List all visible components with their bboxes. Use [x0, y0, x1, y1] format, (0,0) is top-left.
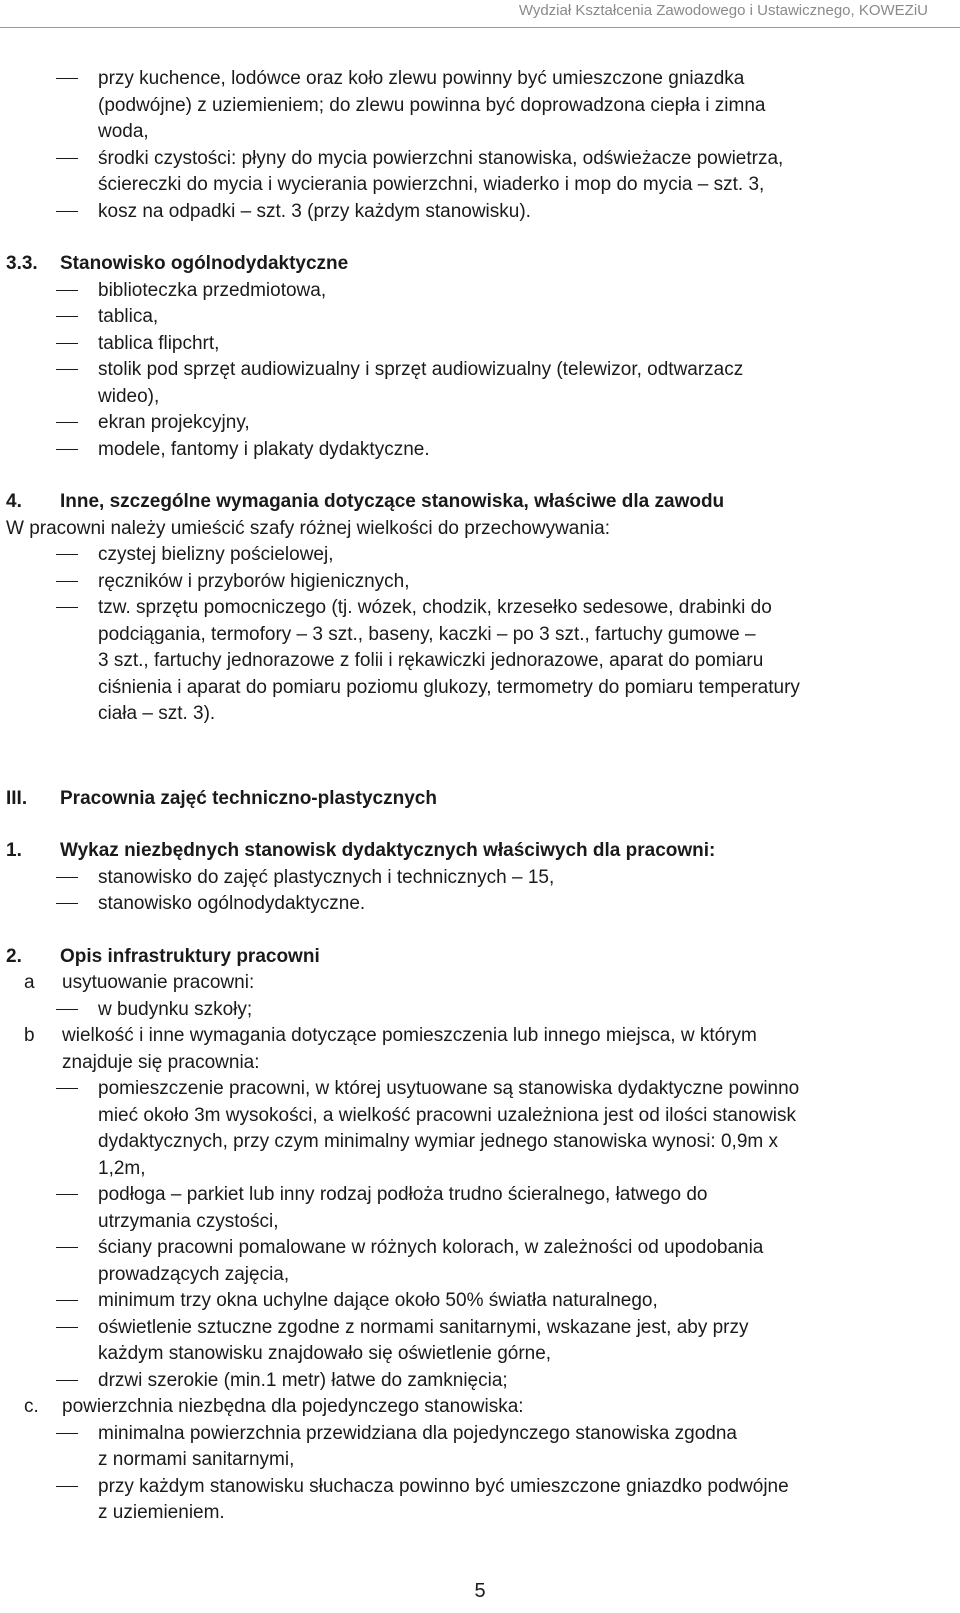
dash-bullet — [56, 422, 78, 423]
heading-number: 2. — [6, 945, 22, 967]
list-item-line: z normami sanitarnymi, — [98, 1449, 295, 1470]
dash-bullet — [56, 877, 78, 878]
list-item — [0, 1288, 960, 1315]
list-item-line: tablica, — [98, 306, 159, 327]
list-item — [0, 199, 960, 226]
subsection-b — [0, 1023, 960, 1394]
list-item-line: ekran projekcyjny, — [98, 412, 250, 433]
list-item-line: każdym stanowisku znajdowało się oświetlenie górne, — [98, 1343, 552, 1364]
list-item-line: minimalna powierzchnia przewidziana dla pojedynczego stanowiska zgodna — [98, 1422, 737, 1444]
list-item-line: z uziemieniem. — [98, 1502, 225, 1523]
list-item — [0, 1315, 960, 1368]
list-item-line: minimum trzy okna uchylne dające około 50% światła naturalnego, — [98, 1290, 658, 1311]
list-item — [0, 410, 960, 437]
dash-bullet — [56, 1486, 78, 1487]
heading-III — [0, 786, 960, 813]
subsection-a — [0, 970, 960, 1023]
list-item-line: tablica flipchrt, — [98, 332, 220, 354]
dash-bullet — [56, 1088, 78, 1089]
list-item-line: ręczników i przyborów higienicznych, — [98, 570, 410, 592]
list-item-line: dydaktycznych, przy czym minimalny wymiar jednego stanowiska wynosi: 0,9m x — [98, 1131, 779, 1152]
list-item-line: mieć około 3m wysokości, a wielkość pracowni uzależniona jest od ilości stanowisk — [98, 1104, 797, 1126]
page-number-text: 5 — [474, 1580, 486, 1602]
subsection-line: powierzchnia niezbędna dla pojedynczego stanowiska: — [62, 1396, 524, 1417]
dash-bullet — [56, 581, 78, 582]
list-item — [0, 1474, 960, 1527]
list-item-line: oświetlenie sztuczne zgodne z normami sanitarnymi, wskazane jest, aby przy — [98, 1316, 749, 1338]
list-item-line: ściereczki do mycia i wycierania powierzchni, wiaderko i mop do mycia – szt. 3, — [98, 174, 765, 195]
list-item — [0, 278, 960, 305]
list-item-line: ciśnienia i aparat do pomiaru poziomu glukozy, termometry do pomiaru temperatury — [98, 676, 800, 698]
running-header: Wydział Kształcenia Zawodowego i Ustawicznego, KOWEZiU — [518, 2, 928, 19]
dash-bullet — [56, 1327, 78, 1328]
list-item-line: ciała – szt. 3). — [98, 703, 216, 724]
heading-title: Wykaz niezbędnych stanowisk dydaktycznych właściwych dla pracowni: — [60, 840, 716, 861]
paragraph-intro: W pracowni należy umieścić szafy różnej wielkości do przechowywania: — [6, 517, 611, 539]
list-item-line: (podwójne) z uziemieniem; do zlewu powinna być doprowadzona ciepła i zimna — [98, 94, 766, 116]
storage-list — [0, 542, 960, 728]
list-item — [0, 1235, 960, 1288]
subsection-line: znajduje się pracownia: — [62, 1051, 260, 1073]
list-item-line: 3 szt., fartuchy jednorazowe z folii i rękawiczki jednorazowe, aparat do pomiaru — [98, 650, 764, 671]
heading-title: Inne, szczególne wymagania dotyczące stanowiska, właściwe dla zawodu — [60, 491, 725, 512]
list-item-line: środki czystości: płyny do mycia powierzchni stanowiska, odświeżacze powietrza, — [98, 147, 784, 169]
list-item — [0, 569, 960, 596]
header-rule — [0, 27, 960, 28]
list-item — [0, 997, 960, 1024]
list-item — [0, 357, 960, 410]
list-item-line: kosz na odpadki – szt. 3 (przy każdym stanowisku). — [98, 200, 531, 222]
list-item — [0, 146, 960, 199]
dash-bullet — [56, 1433, 78, 1434]
list-item — [0, 304, 960, 331]
list-item-line: biblioteczka przedmiotowa, — [98, 279, 327, 301]
heading-title: Stanowisko ogólnodydaktyczne — [60, 253, 349, 274]
subsection-letter: c. — [24, 1396, 39, 1417]
list-item — [0, 595, 960, 728]
heading-title: Opis infrastruktury pracowni — [60, 945, 320, 967]
subsection-list — [0, 997, 960, 1024]
dash-bullet — [56, 343, 78, 344]
list-item-line: przy kuchence, lodówce oraz koło zlewu powinny być umieszczone gniazdka — [98, 68, 745, 89]
list-item — [0, 865, 960, 892]
subsection-c — [0, 1394, 960, 1527]
dash-bullet — [56, 903, 78, 904]
list-item-line: drzwi szerokie (min.1 metr) łatwe do zamknięcia; — [98, 1369, 508, 1391]
list-item — [0, 542, 960, 569]
dash-bullet — [56, 554, 78, 555]
dash-bullet — [56, 1194, 78, 1195]
heading-title: Pracownia zajęć techniczno-plastycznych — [60, 787, 437, 809]
subsection-list — [0, 1421, 960, 1527]
dash-bullet — [56, 449, 78, 450]
dash-bullet — [56, 158, 78, 159]
dash-bullet — [56, 1247, 78, 1248]
list-item-line: przy każdym stanowisku słuchacza powinno być umieszczone gniazdko podwójne — [98, 1475, 789, 1497]
list-item — [0, 1076, 960, 1182]
list-item-line: prowadzących zajęcia, — [98, 1263, 290, 1285]
list-item — [0, 1182, 960, 1235]
list-item-line: stanowisko ogólnodydaktyczne. — [98, 893, 366, 914]
dash-bullet — [56, 369, 78, 370]
list-item — [0, 437, 960, 464]
list-item-line: podciągania, termofory – 3 szt., baseny, kaczki – po 3 szt., fartuchy gumowe – — [98, 623, 756, 645]
list-item-line: stolik pod sprzęt audiowizualny i sprzęt audiowizualny (telewizor, odtwarzacz — [98, 359, 744, 380]
list-item — [0, 331, 960, 358]
dash-bullet — [56, 78, 78, 79]
list-item — [0, 891, 960, 918]
list-item-line: podłoga – parkiet lub inny rodzaj podłoża trudno ścieralnego, łatwego do — [98, 1184, 708, 1205]
heading-3-3 — [0, 251, 960, 278]
dash-bullet — [56, 1380, 78, 1381]
heading-III-1 — [0, 838, 960, 865]
list-item — [0, 1421, 960, 1474]
heading-number: 3.3. — [6, 253, 38, 274]
dash-bullet — [56, 211, 78, 212]
list-item-line: w budynku szkoły; — [98, 998, 253, 1020]
list-item-line: modele, fantomy i plakaty dydaktyczne. — [98, 438, 430, 460]
list-item-line: stanowisko do zajęć plastycznych i technicznych – 15, — [98, 866, 555, 888]
dash-bullet — [56, 290, 78, 291]
heading-number: 4. — [6, 491, 22, 512]
list-item-line: woda, — [98, 121, 149, 142]
list-item-line: ściany pracowni pomalowane w różnych kolorach, w zależności od upodobania — [98, 1237, 764, 1258]
dash-bullet — [56, 1300, 78, 1301]
heading-III-2 — [0, 944, 960, 971]
heading-number: 1. — [6, 840, 22, 861]
list-item-line: 1,2m, — [98, 1157, 146, 1179]
list-item — [0, 66, 960, 146]
page-content — [0, 66, 960, 1527]
continued-list — [0, 66, 960, 225]
heading-4 — [0, 489, 960, 516]
subsection-line: wielkość i inne wymagania dotyczące pomieszczenia lub innego miejsca, w którym — [62, 1025, 757, 1046]
list-item — [0, 1368, 960, 1395]
dash-bullet — [56, 1009, 78, 1010]
subsection-letter: a — [24, 972, 35, 993]
dash-bullet — [56, 607, 78, 608]
list-item-line: czystej bielizny pościelowej, — [98, 544, 334, 565]
heading-number: III. — [6, 787, 28, 809]
stanowisko-list — [0, 278, 960, 464]
dash-bullet — [56, 316, 78, 317]
subsection-list — [0, 1076, 960, 1394]
list-item-line: wideo), — [98, 385, 160, 407]
list-item-line: tzw. sprzętu pomocniczego (tj. wózek, chodzik, krzesełko sedesowe, drabinki do — [98, 597, 772, 618]
stations-list — [0, 865, 960, 918]
list-item-line: utrzymania czystości, — [98, 1210, 279, 1232]
page-number — [0, 1580, 960, 1603]
list-item-line: pomieszczenie pracowni, w której usytuowane są stanowiska dydaktyczne powinno — [98, 1078, 800, 1099]
subsection-letter: b — [24, 1025, 35, 1046]
subsection-line: usytuowanie pracowni: — [62, 972, 255, 993]
